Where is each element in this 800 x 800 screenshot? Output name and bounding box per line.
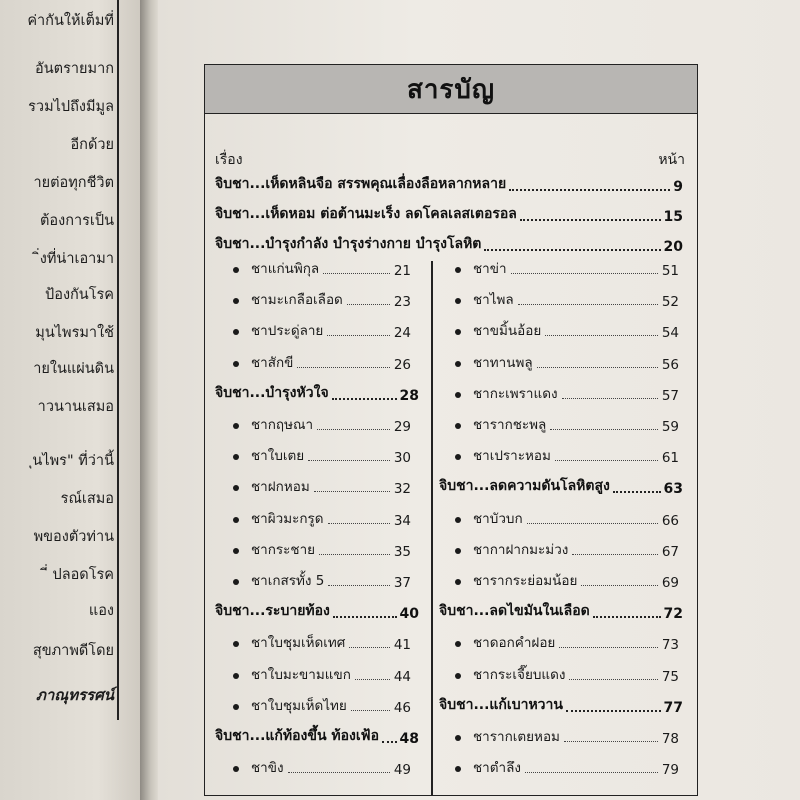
left-page-line: ายต่อทุกชีวิต xyxy=(33,175,114,191)
bullet-icon xyxy=(233,579,239,585)
entry-title: ชาทานพลู xyxy=(473,354,533,371)
toc-sub-entry[interactable] xyxy=(231,665,411,685)
entry-page-number: 66 xyxy=(661,512,679,529)
left-page-line: รวมไปถึงมีมูล xyxy=(28,99,114,115)
dot-leader xyxy=(550,429,657,430)
toc-sub-entry[interactable] xyxy=(453,321,679,341)
entry-page-number: 51 xyxy=(661,263,679,279)
left-page-line: รณ์เสมอ xyxy=(60,491,114,507)
entry-page-number: 48 xyxy=(399,731,419,747)
left-page-line: แอง xyxy=(88,603,114,619)
entry-title: ชาประดู่ลาย xyxy=(251,323,324,340)
entry-title: ชาใบชุมเห็ดไทย xyxy=(251,697,347,714)
entry-page-number: 24 xyxy=(393,325,411,342)
bullet-icon xyxy=(455,267,461,273)
bullet-icon xyxy=(455,298,461,304)
dot-leader xyxy=(319,554,390,555)
entry-page-number: 67 xyxy=(661,543,679,560)
entry-page-number: 73 xyxy=(661,637,679,654)
dot-leader xyxy=(349,647,389,648)
entry-title: จิบชา...บำรุงหัวใจ xyxy=(215,384,329,401)
entry-title: ชากระชาย xyxy=(251,541,316,558)
entry-page-number: 63 xyxy=(663,481,683,498)
toc-sub-entry[interactable] xyxy=(453,415,679,435)
bullet-icon xyxy=(233,766,239,772)
left-page-line: ป้องกันโรค xyxy=(45,287,114,303)
bullet-icon xyxy=(455,735,461,741)
table-of-contents xyxy=(204,64,698,796)
dot-leader xyxy=(593,616,661,618)
left-page-line: ิ่งที่น่าเอามา xyxy=(39,251,114,267)
entry-title: ชาข่า xyxy=(473,261,507,277)
dot-leader xyxy=(308,460,390,461)
dot-leader xyxy=(323,273,390,274)
toc-sub-entry[interactable] xyxy=(231,415,411,435)
toc-sub-entry[interactable] xyxy=(453,384,679,404)
entry-page-number: 35 xyxy=(393,543,411,560)
toc-sub-entry[interactable] xyxy=(231,477,411,497)
entry-title: ชากฤษณา xyxy=(251,417,314,433)
book-gutter xyxy=(140,0,158,800)
dot-leader xyxy=(511,273,658,274)
bullet-icon xyxy=(233,517,239,523)
toc-chapter-entry[interactable] xyxy=(215,175,683,195)
toc-sub-entry[interactable] xyxy=(231,446,411,466)
dot-leader xyxy=(328,523,390,524)
page-column-label: หน้า xyxy=(658,152,685,168)
entry-title: จิบชา...แก้ท้องขึ้น ท้องเฟ้อ xyxy=(215,728,379,744)
toc-sub-entry[interactable] xyxy=(231,290,411,310)
left-page xyxy=(0,0,140,800)
toc-sub-entry[interactable] xyxy=(231,571,411,591)
entry-page-number: 30 xyxy=(393,450,411,467)
dot-leader xyxy=(382,741,397,743)
toc-sub-entry[interactable] xyxy=(453,259,679,279)
bullet-icon xyxy=(233,673,239,679)
entry-title: จิบชา...ลดไขมันในเลือด xyxy=(439,603,590,620)
toc-sub-entry[interactable] xyxy=(231,353,411,373)
entry-page-number: 77 xyxy=(663,699,683,716)
dot-leader xyxy=(355,679,390,680)
toc-sub-entry[interactable] xyxy=(453,727,679,747)
entry-page-number: 21 xyxy=(393,263,411,279)
dot-leader xyxy=(613,491,661,493)
dot-leader xyxy=(314,491,390,492)
author-signature: ภาณุทรรศน์ xyxy=(35,686,114,704)
bullet-icon xyxy=(455,517,461,523)
toc-sub-entry[interactable] xyxy=(231,540,411,560)
toc-sub-entry[interactable] xyxy=(453,571,679,591)
entry-page-number: 57 xyxy=(661,387,679,404)
bullet-icon xyxy=(455,548,461,554)
entry-page-number: 9 xyxy=(673,179,683,195)
toc-title: สารบัญ xyxy=(406,74,496,105)
entry-title: ชาสักขี xyxy=(251,354,294,371)
left-page-line: อีกด้วย xyxy=(70,137,114,153)
entry-page-number: 78 xyxy=(661,731,679,747)
bullet-icon xyxy=(455,454,461,460)
dot-leader xyxy=(332,398,397,400)
entry-page-number: 34 xyxy=(393,512,411,529)
entry-title: ชาขมิ้นอ้อย xyxy=(473,323,542,340)
toc-chapter-entry[interactable] xyxy=(215,235,683,255)
toc-sub-entry[interactable] xyxy=(453,758,679,778)
entry-title: ชารากระย่อมน้อย xyxy=(473,573,578,589)
dot-leader xyxy=(509,189,670,191)
bullet-icon xyxy=(455,329,461,335)
entry-title: ชามะเกลือเลือด xyxy=(251,292,343,309)
left-page-line: พของตัวท่าน xyxy=(33,529,114,545)
entry-title: จิบชา...แก้เบาหวาน xyxy=(439,696,563,713)
entry-page-number: 46 xyxy=(393,699,411,716)
dot-leader xyxy=(347,304,390,305)
dot-leader xyxy=(288,772,390,773)
dot-leader xyxy=(569,679,657,680)
toc-sub-entry[interactable] xyxy=(453,353,679,373)
bullet-icon xyxy=(233,423,239,429)
dot-leader xyxy=(581,585,657,586)
entry-title: ชาเปราะหอม xyxy=(473,448,551,465)
bullet-icon xyxy=(455,579,461,585)
toc-sub-entry[interactable] xyxy=(453,665,679,685)
toc-sub-entry[interactable] xyxy=(231,321,411,341)
left-page-line: ต้องการเป็น xyxy=(40,213,114,229)
left-page-line: ายในแผ่นดิน xyxy=(33,361,114,377)
entry-title: ชากาฝากมะม่วง xyxy=(473,541,569,558)
entry-title: ชาขิง xyxy=(251,760,284,777)
toc-chapter-entry[interactable] xyxy=(215,205,683,225)
toc-sub-entry[interactable] xyxy=(231,758,411,778)
bullet-icon xyxy=(233,641,239,647)
entry-title: ชากะเพราแดง xyxy=(473,385,558,402)
dot-leader xyxy=(566,710,661,712)
toc-chapter-entry[interactable] xyxy=(215,384,419,404)
entry-page-number: 69 xyxy=(661,575,679,591)
toc-sub-entry[interactable] xyxy=(231,633,411,653)
entry-title: จิบชา...เห็ดหอม ต่อต้านมะเร็ง ลดโคลเลสเตอรอล xyxy=(215,206,517,222)
bullet-icon xyxy=(233,361,239,367)
entry-title: ชาใบชุมเห็ดเทศ xyxy=(251,635,346,652)
entry-title: ชาดอกคำฝอย xyxy=(473,635,556,652)
dot-leader xyxy=(520,219,661,221)
entry-page-number: 23 xyxy=(393,294,411,311)
entry-page-number: 28 xyxy=(399,387,419,404)
toc-sub-entry[interactable] xyxy=(231,259,411,279)
left-page-line: อันตรายมาก xyxy=(35,61,114,77)
entry-page-number: 79 xyxy=(661,762,679,779)
bullet-icon xyxy=(233,329,239,335)
bullet-icon xyxy=(455,673,461,679)
left-page-line: าวนานเสมอ xyxy=(37,399,114,415)
entry-title: ชาใบเตย xyxy=(251,448,305,465)
toc-chapter-entry[interactable] xyxy=(215,727,419,747)
bullet-icon xyxy=(455,392,461,398)
entry-page-number: 59 xyxy=(661,419,679,435)
dot-leader xyxy=(562,398,658,399)
bullet-icon xyxy=(233,548,239,554)
bullet-icon xyxy=(233,485,239,491)
toc-sub-entry[interactable] xyxy=(453,290,679,310)
toc-chapter-entry[interactable] xyxy=(439,696,683,716)
entry-title: ชาบัวบก xyxy=(473,510,523,527)
entry-title: ชาใบมะขามแขก xyxy=(251,666,351,683)
entry-page-number: 15 xyxy=(663,209,683,225)
bullet-icon xyxy=(455,766,461,772)
bullet-icon xyxy=(233,454,239,460)
dot-leader xyxy=(297,367,389,368)
toc-chapter-entry[interactable] xyxy=(439,477,683,497)
entry-title: ชารากเตยหอม xyxy=(473,729,560,745)
entry-title: ชาไพล xyxy=(473,292,514,309)
entry-page-number: 29 xyxy=(393,419,411,435)
entry-page-number: 49 xyxy=(393,762,411,779)
entry-title: จิบชา...ลดความดันโลหิตสูง xyxy=(439,478,610,495)
entry-title: ชาตำลึง xyxy=(473,760,521,777)
entry-title: จิบชา...บำรุงกำลัง บำรุงร่างกาย บำรุงโลหิต xyxy=(215,236,482,252)
toc-sub-entry[interactable] xyxy=(231,509,411,529)
bullet-icon xyxy=(233,298,239,304)
topic-column-label: เรื่อง xyxy=(215,152,243,168)
entry-title: จิบชา...ระบายท้อง xyxy=(215,603,330,620)
dot-leader xyxy=(333,616,397,618)
entry-page-number: 61 xyxy=(661,450,679,467)
dot-leader xyxy=(328,585,389,586)
entry-title: ชาฝกหอม xyxy=(251,479,310,496)
dot-leader xyxy=(537,367,658,368)
dot-leader xyxy=(525,772,658,773)
bullet-icon xyxy=(233,704,239,710)
toc-header xyxy=(205,65,697,114)
dot-leader xyxy=(317,429,390,430)
entry-page-number: 54 xyxy=(661,325,679,342)
entry-page-number: 52 xyxy=(661,294,679,311)
column-divider xyxy=(431,261,433,795)
toc-sub-entry[interactable] xyxy=(453,446,679,466)
left-page-line: สุขภาพดีโดย xyxy=(32,643,114,659)
dot-leader xyxy=(518,304,658,305)
entry-title: ชากระเจี๊ยบแดง xyxy=(473,666,566,683)
dot-leader xyxy=(484,249,660,251)
bullet-icon xyxy=(455,423,461,429)
bullet-icon xyxy=(233,267,239,273)
left-page-line: ี่ ปลอดโรค xyxy=(47,567,114,583)
left-page-line: มุนไพรมาใช้ xyxy=(35,325,114,341)
toc-chapter-entry[interactable] xyxy=(215,602,419,622)
toc-sub-entry[interactable] xyxy=(453,633,679,653)
toc-sub-entry[interactable] xyxy=(453,509,679,529)
entry-page-number: 44 xyxy=(393,668,411,685)
entry-title: จิบชา...เห็ดหลินจือ สรรพคุณเลื่องลือหลากหลาย xyxy=(215,176,507,192)
entry-title: ชาแก่นพิกุล xyxy=(251,261,320,277)
dot-leader xyxy=(555,460,658,461)
entry-title: ชาผิวมะกรูด xyxy=(251,510,324,527)
dot-leader xyxy=(559,647,657,648)
left-page-rule xyxy=(117,0,119,720)
entry-page-number: 56 xyxy=(661,356,679,373)
entry-page-number: 20 xyxy=(663,239,683,255)
toc-sub-entry[interactable] xyxy=(231,696,411,716)
left-page-line: ุนไพร" ที่ว่านี้ xyxy=(32,453,114,469)
dot-leader xyxy=(351,710,390,711)
dot-leader xyxy=(545,335,658,336)
dot-leader xyxy=(327,335,389,336)
left-page-line: ค่ากันให้เต็มที่ xyxy=(27,13,114,29)
entry-page-number: 40 xyxy=(399,606,419,623)
entry-page-number: 72 xyxy=(663,606,683,623)
entry-page-number: 75 xyxy=(661,668,679,685)
dot-leader xyxy=(564,741,658,742)
toc-chapter-entry[interactable] xyxy=(439,602,683,622)
bullet-icon xyxy=(455,361,461,367)
entry-page-number: 32 xyxy=(393,481,411,498)
entry-title: ชารากชะพลู xyxy=(473,417,547,433)
entry-page-number: 41 xyxy=(393,637,411,654)
dot-leader xyxy=(527,523,658,524)
entry-title: ชาเกสรทั้ง 5 xyxy=(251,573,325,589)
entry-page-number: 26 xyxy=(393,356,411,373)
bullet-icon xyxy=(455,641,461,647)
right-page xyxy=(158,0,800,800)
dot-leader xyxy=(572,554,657,555)
toc-sub-entry[interactable] xyxy=(453,540,679,560)
entry-page-number: 37 xyxy=(393,575,411,591)
